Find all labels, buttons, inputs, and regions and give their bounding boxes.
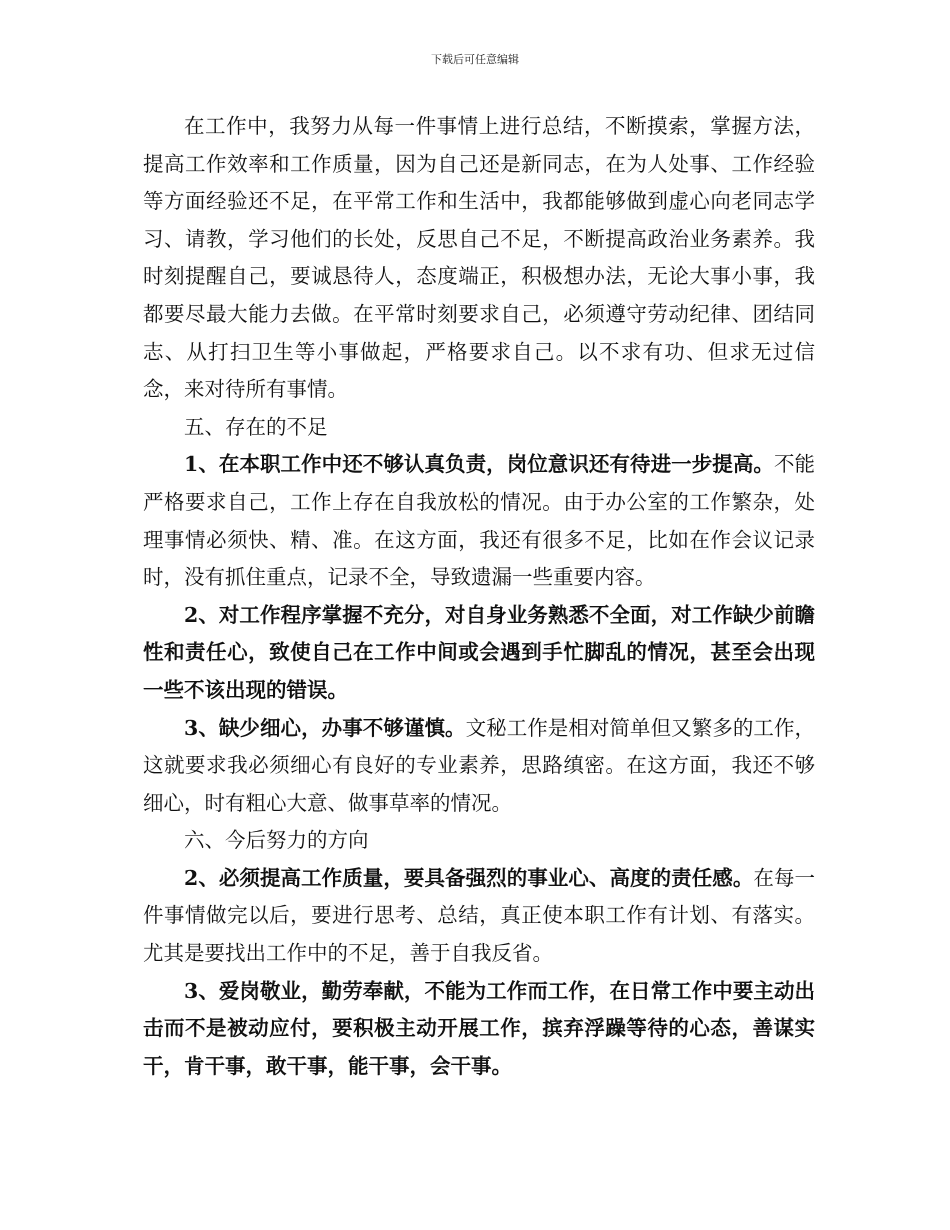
shortcoming-1-text: 不能严格要求自己，工作上存在自我放松的情况。由于办公室的工作繁杂，处理事情必须快、精、准。在这方面，我还有很多不足，比如在作会议记录时，没有抓住重点，记录不全，导致遗漏一些重要内容。 (143, 452, 816, 590)
direction-3-title: 3、爱岗敬业，勤劳奉献，不能为工作而工作，在日常工作中要主动出击而不是被动应付，要积极主动开展工作，摈弃浮躁等待的心态，善谋实干，肯干事，敢干事，能干事，会干事。 (143, 978, 815, 1078)
paragraph-shortcoming-3 (143, 710, 815, 823)
page-header: 下载后可任意编辑 (431, 53, 519, 66)
document-body (143, 108, 815, 1085)
shortcoming-2-title: 2、对工作程序掌握不充分，对自身业务熟悉不全面，对工作缺少前瞻性和责任心，致使自己在工作中间或会遇到手忙脚乱的情况，甚至会出现一些不该出现的错误。 (143, 602, 815, 702)
section-heading-shortcomings: 五、存在的不足 (184, 414, 328, 439)
paragraph-work-summary: 在工作中，我努力从每一件事情上进行总结，不断摸索，掌握方法，提高工作效率和工作质量，因为自己还是新同志，在为人处事、工作经验等方面经验还不足，在平常工作和生活中，我都能够做到虚心向老同志学习、请教，学习他们的长处，反思自己不足，不断提高政治业务素养。我时刻提醒自己，要诚恳待人，态度端正，积极想办法，无论大事小事，我都要尽最大能力去做。在平常时刻要求自己，必须遵守劳动纪律、团结同志、从打扫卫生等小事做起，严格要求自己。以不求有功、但求无过信念，来对待所有事情。 (143, 114, 815, 402)
shortcoming-3-text: 文秘工作是相对简单但又繁多的工作，这就要求我必须细心有良好的专业素养，思路缜密。在这方面，我还不够细心，时有粗心大意、做事草率的情况。 (143, 715, 816, 815)
paragraph-direction-3 (143, 973, 815, 1086)
paragraph-direction-2 (143, 860, 815, 973)
shortcoming-3-title: 3、缺少细心，办事不够谨慎。 (184, 715, 466, 740)
direction-2-text: 在每一件事情做完以后，要进行思考、总结，真正使本职工作有计划、有落实。尤其是要找出工作中的不足，善于自我反省。 (143, 865, 816, 966)
paragraph-shortcoming-2 (143, 597, 815, 710)
paragraph-shortcoming-1 (143, 446, 815, 596)
direction-2-title: 2、必须提高工作质量，要具备强烈的事业心、高度的责任感。 (184, 865, 754, 890)
section-heading-future-direction: 六、今后努力的方向 (184, 828, 369, 853)
shortcoming-1-title: 1、在本职工作中还不够认真负责，岗位意识还有待进一步提高。 (184, 452, 774, 477)
